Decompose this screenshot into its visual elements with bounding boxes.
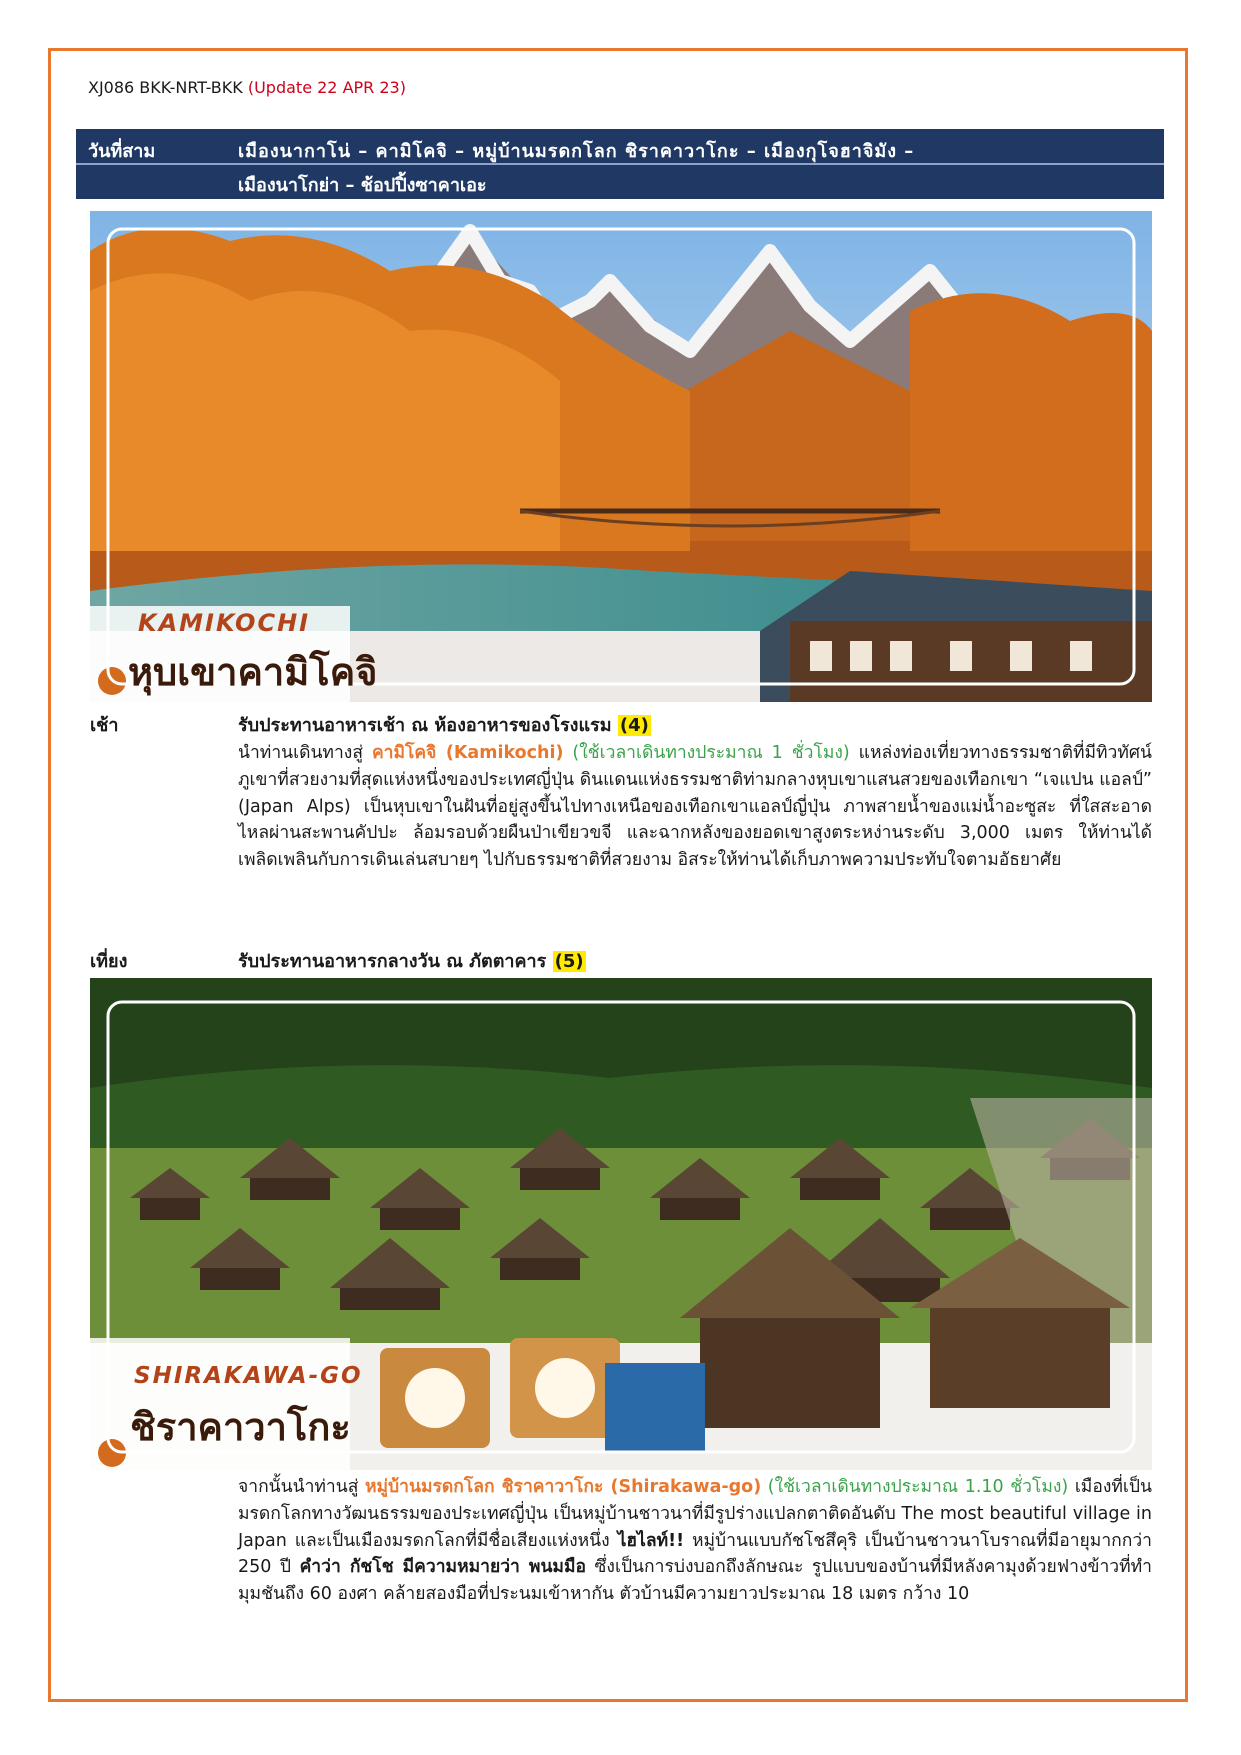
noon-label: เที่ยง: [90, 951, 128, 972]
shirakawa-travel-time: (ใช้เวลาเดินทางประมาณ 1.10 ชั่วโมง): [761, 1477, 1069, 1497]
day-label: วันที่สาม: [88, 141, 156, 162]
lunch-line: [238, 946, 586, 975]
route-line-1: เมืองนากาโน่ – คามิโคจิ – หมู่บ้านมรดกโลก ชิราคาวาโกะ – เมืองกุโจฮาจิมัง –: [238, 141, 915, 162]
kamikochi-description: [238, 740, 1152, 874]
update-date: (Update 22 APR 23): [247, 78, 406, 97]
kamikochi-title-en: KAMIKOCHI: [138, 609, 311, 637]
kamikochi-title-th: หุบเขาคามิโคจิ: [128, 650, 378, 694]
day-title-band: [76, 129, 1164, 199]
kamikochi-travel-time: (ใช้เวลาเดินทางประมาณ 1 ชั่วโมง): [563, 743, 850, 763]
route-line-2: เมืองนาโกย่า – ช้อปปิ้งซาคาเอะ: [238, 175, 487, 196]
shirakawa-body-3: ซึ่งเป็นการบ่งบอกถึงลักษณะ รูปแบบของบ้านที่มีหลังคามุงด้วยฟางข้าวที่ทำมุมชันถึง 60 องศา คล้ายสองมือที่ประนมเข้าหากัน ตัวบ้านมีความยาวประมาณ 18 เมตร กว้าง 10: [238, 1557, 1152, 1605]
tour-code-header: [88, 78, 406, 97]
shirakawa-go-description: [238, 1474, 1152, 1608]
shirakawa-body-1: เมืองที่เป็นมรดกโลกทางวัฒนธรรมของประเทศญี่ปุ่น เป็นหมู่บ้านชาวนาที่มีรูปร่างแปลกตาติดอันดับ The most beautiful village in Japan และเป็นเมืองมรดกโลกที่มีชื่อเสียงแห่งหนึ่ง: [238, 1477, 1152, 1551]
highlight-tag: ไฮไลท์!!: [617, 1530, 685, 1551]
kamikochi-intro: นำท่านเดินทางสู่: [238, 743, 372, 763]
gassho-meaning: คำว่า กัชโช มีความหมายว่า พนมมือ: [299, 1557, 587, 1578]
morning-label: เช้า: [90, 715, 119, 736]
kamikochi-body: แหล่งท่องเที่ยวทางธรรมชาติที่มีทิวทัศน์ภูเขาที่สวยงามที่สุดแห่งหนึ่งของประเทศญี่ปุ่น ดินแดนแห่งธรรมชาติท่ามกลางหุบเขาแสนสวยของเทือกเขา “เจแปน แอลป์” (Japan Alps) เป็นหุบเขาในฝันที่อยู่สูงขึ้นไปทางเหนือของเทือกเขาแอลป์ญี่ปุ่น ภาพสายน้ำของแม่น้ำอะซูสะ ที่ใสสะอาดไหลผ่านสะพานคัปปะ ล้อมรอบด้วยผืนป่าเขียวขจี และฉากหลังของยอดเขาสูงตระหง่านระดับ 3,000 เมตร ให้ท่านได้เพลิดเพลินกับการเดินเล่นสบายๆ ไปกับธรรมชาติที่สวยงาม อิสระให้ท่านได้เก็บภาพความประทับใจตามอัธยาศัย: [238, 743, 1152, 871]
tour-code: XJ086 BKK-NRT-BKK: [88, 78, 243, 97]
shirakawa-title-en: SHIRAKAWA-GO: [134, 1363, 363, 1389]
meal-number-5: (5): [554, 951, 584, 972]
lunch-text: รับประทานอาหารกลางวัน ณ ภัตตาคาร: [238, 951, 547, 972]
meal-number-4: (4): [619, 715, 649, 736]
shirakawa-go-photo: [90, 978, 1152, 1470]
shirakawa-body-2: หมู่บ้านแบบกัชโชสึคุริ เป็นบ้านชาวนาโบราณที่มีอายุมากกว่า 250 ปี: [238, 1530, 1152, 1578]
kamikochi-photo: [90, 211, 1152, 702]
shirakawa-intro: จากนั้นนำท่านสู่: [238, 1477, 365, 1497]
breakfast-line: [238, 710, 651, 739]
shirakawa-title-th: ชิราคาวาโกะ: [130, 1405, 351, 1449]
shirakawa-place-name: หมู่บ้านมรดกโลก ชิราคาวาโกะ (Shirakawa-go): [364, 1477, 762, 1497]
kamikochi-place-name: คามิโคจิ (Kamikochi): [371, 743, 564, 763]
breakfast-text: รับประทานอาหารเช้า ณ ห้องอาหารของโรงแรม: [238, 715, 612, 736]
